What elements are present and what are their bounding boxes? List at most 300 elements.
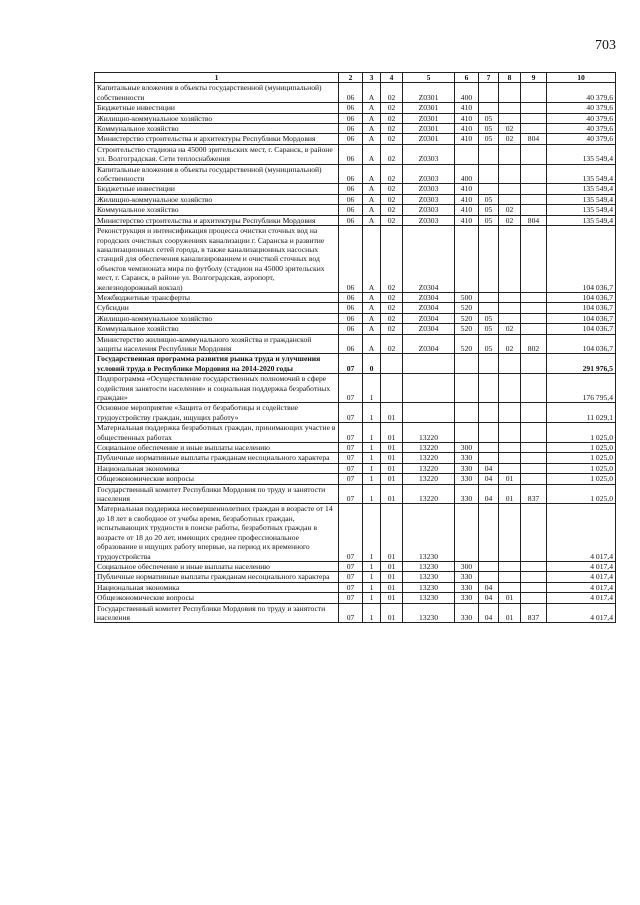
row-code-expense-type: 330 <box>455 572 479 582</box>
row-code-program: 06 <box>339 194 363 204</box>
table-row <box>95 582 616 592</box>
row-code-subsection <box>499 354 521 374</box>
table-row <box>95 205 616 215</box>
row-name: Публичные нормативные выплаты гражданам несоциального характера <box>95 453 339 463</box>
row-code-subprogram: А <box>363 226 381 293</box>
row-name: Публичные нормативные выплаты гражданам несоциального характера <box>95 572 339 582</box>
row-code-section: 05 <box>479 134 499 144</box>
row-code-direction: 13220 <box>403 484 455 504</box>
row-code-event: 01 <box>381 582 403 592</box>
row-code-event: 02 <box>381 134 403 144</box>
row-name: Национальная экономика <box>95 582 339 592</box>
row-code-program: 06 <box>339 324 363 334</box>
row-code-section <box>479 572 499 582</box>
row-code-direction: Z0304 <box>403 334 455 354</box>
row-amount: 4 017,4 <box>547 582 616 592</box>
row-code-event: 02 <box>381 184 403 194</box>
row-code-program: 07 <box>339 572 363 582</box>
row-code-section: 05 <box>479 324 499 334</box>
row-code-subprogram: 1 <box>363 593 381 603</box>
row-name: Субсидии <box>95 303 339 313</box>
row-code-event: 01 <box>381 474 403 484</box>
row-code-subprogram: 1 <box>363 561 381 571</box>
row-code-subprogram: А <box>363 113 381 123</box>
row-code-direction: 13220 <box>403 443 455 453</box>
table-row <box>95 453 616 463</box>
row-code-program: 06 <box>339 134 363 144</box>
row-code-program: 07 <box>339 374 363 403</box>
row-code-ministry: 837 <box>521 484 547 504</box>
row-code-ministry <box>521 124 547 134</box>
row-code-direction: Z0303 <box>403 194 455 204</box>
row-code-program: 06 <box>339 164 363 184</box>
row-code-section: 05 <box>479 205 499 215</box>
row-name: Основное мероприятие «Защита от безработицы и содействие трудоустройству граждан, ищущих работу» <box>95 403 339 423</box>
row-name: Министерство строительства и архитектуры Республики Мордовия <box>95 215 339 225</box>
budget-table <box>94 72 616 623</box>
row-code-subprogram: А <box>363 194 381 204</box>
row-code-ministry <box>521 504 547 561</box>
row-code-subprogram: 1 <box>363 582 381 592</box>
row-code-ministry <box>521 463 547 473</box>
row-code-subsection <box>499 582 521 592</box>
row-amount: 135 549,4 <box>547 164 616 184</box>
row-code-event: 02 <box>381 303 403 313</box>
row-code-subsection <box>499 184 521 194</box>
row-code-section: 04 <box>479 603 499 623</box>
row-code-ministry <box>521 354 547 374</box>
row-code-subsection: 02 <box>499 134 521 144</box>
row-code-direction: Z0303 <box>403 215 455 225</box>
row-code-section: 05 <box>479 113 499 123</box>
row-code-subprogram: 1 <box>363 603 381 623</box>
row-name: Государственный комитет Республики Мордовия по труду и занятости населения <box>95 484 339 504</box>
row-code-program: 06 <box>339 83 363 103</box>
row-amount: 135 549,4 <box>547 144 616 164</box>
row-code-subprogram: А <box>363 334 381 354</box>
row-code-subprogram: 0 <box>363 354 381 374</box>
row-code-subprogram: А <box>363 215 381 225</box>
row-code-expense-type <box>455 374 479 403</box>
row-code-subsection <box>499 164 521 184</box>
row-code-expense-type: 520 <box>455 324 479 334</box>
row-code-direction: 13230 <box>403 504 455 561</box>
row-name: Материальная поддержка безработных граждан, принимающих участие в общественных работах <box>95 423 339 443</box>
row-code-ministry <box>521 403 547 423</box>
row-code-event: 02 <box>381 324 403 334</box>
row-code-subsection: 01 <box>499 603 521 623</box>
row-code-event: 02 <box>381 83 403 103</box>
row-code-subprogram: А <box>363 205 381 215</box>
column-header: 8 <box>499 73 521 83</box>
row-code-section <box>479 561 499 571</box>
row-code-subprogram: А <box>363 134 381 144</box>
row-code-direction: Z0303 <box>403 205 455 215</box>
row-name: Социальное обеспечение и иные выплаты населению <box>95 443 339 453</box>
row-code-subprogram: 1 <box>363 453 381 463</box>
page-number: 703 <box>595 38 616 53</box>
row-code-section <box>479 423 499 443</box>
row-amount: 40 379,6 <box>547 134 616 144</box>
row-code-subprogram: А <box>363 303 381 313</box>
row-code-subprogram: А <box>363 164 381 184</box>
row-name: Жилищно-коммунальное хозяйство <box>95 194 339 204</box>
row-amount: 1 025,0 <box>547 463 616 473</box>
row-amount: 104 036,7 <box>547 324 616 334</box>
row-amount: 104 036,7 <box>547 313 616 323</box>
row-code-subsection: 01 <box>499 484 521 504</box>
row-code-expense-type: 330 <box>455 582 479 592</box>
row-code-event: 02 <box>381 292 403 302</box>
row-code-event: 01 <box>381 443 403 453</box>
row-code-event: 01 <box>381 463 403 473</box>
row-code-program: 06 <box>339 292 363 302</box>
row-name: Социальное обеспечение и иные выплаты населению <box>95 561 339 571</box>
table-row <box>95 603 616 623</box>
row-code-section: 05 <box>479 313 499 323</box>
row-code-ministry <box>521 205 547 215</box>
row-code-subsection <box>499 113 521 123</box>
row-code-expense-type: 330 <box>455 474 479 484</box>
table-row <box>95 103 616 113</box>
row-code-subsection <box>499 423 521 443</box>
row-code-subsection <box>499 453 521 463</box>
row-code-section: 04 <box>479 582 499 592</box>
row-code-subprogram: 1 <box>363 572 381 582</box>
row-name: Материальная поддержка несовершеннолетних граждан в возрасте от 14 до 18 лет в свободное от учебы время, безработных граждан, испытывающих трудности в поиске работы, безработных граждан в возрасте от 18 до 20 лет, имеющих среднее профессиональное образование и ищущих работу впервые, на период их временного трудоустройства <box>95 504 339 561</box>
row-code-subsection <box>499 103 521 113</box>
row-code-expense-type: 520 <box>455 303 479 313</box>
row-code-subsection: 01 <box>499 474 521 484</box>
row-code-event: 02 <box>381 205 403 215</box>
row-name: Реконструкция и интенсификация процесса очистки сточных вод на городских очистных сооружениях канализации г. Саранска и развитие канализационных сетей города, в также канализационных насосных станций для обеспечения канализированием и очисткой сточных вод объектов чемпионата мира по футболу (стадион на 45000 зрительских мест, г. Саранск, в районе ул. Волгоградская, аэропорт, железнодорожный вокзал) <box>95 226 339 293</box>
table-row <box>95 226 616 293</box>
row-name: Общеэкономические вопросы <box>95 474 339 484</box>
row-code-subprogram: А <box>363 103 381 113</box>
row-code-ministry <box>521 184 547 194</box>
table-row <box>95 313 616 323</box>
column-header: 7 <box>479 73 499 83</box>
row-name: Межбюджетные трансферты <box>95 292 339 302</box>
row-code-subsection <box>499 572 521 582</box>
row-code-event: 02 <box>381 194 403 204</box>
row-code-ministry <box>521 593 547 603</box>
row-amount: 104 036,7 <box>547 303 616 313</box>
row-code-subprogram: А <box>363 313 381 323</box>
row-amount: 40 379,6 <box>547 124 616 134</box>
row-code-program: 06 <box>339 205 363 215</box>
row-code-direction: Z0304 <box>403 324 455 334</box>
row-code-subsection <box>499 403 521 423</box>
row-code-ministry <box>521 194 547 204</box>
row-code-section <box>479 504 499 561</box>
row-code-expense-type: 520 <box>455 334 479 354</box>
row-code-event: 01 <box>381 504 403 561</box>
row-code-subsection <box>499 561 521 571</box>
table-row <box>95 403 616 423</box>
row-code-expense-type: 410 <box>455 134 479 144</box>
row-name: Коммунальное хозяйство <box>95 324 339 334</box>
row-code-direction: 13230 <box>403 582 455 592</box>
row-code-expense-type: 300 <box>455 561 479 571</box>
row-code-program: 07 <box>339 582 363 592</box>
row-code-event: 01 <box>381 423 403 443</box>
row-code-expense-type: 410 <box>455 205 479 215</box>
row-code-ministry <box>521 313 547 323</box>
column-header: 1 <box>95 73 339 83</box>
row-code-ministry <box>521 561 547 571</box>
table-header-row <box>95 73 616 83</box>
row-code-expense-type: 410 <box>455 124 479 134</box>
table-row <box>95 134 616 144</box>
table-row <box>95 334 616 354</box>
row-name: Национальная экономика <box>95 463 339 473</box>
row-code-subsection: 02 <box>499 334 521 354</box>
row-code-expense-type <box>455 354 479 374</box>
row-code-ministry: 804 <box>521 134 547 144</box>
row-code-subprogram: 1 <box>363 504 381 561</box>
row-amount: 4 017,4 <box>547 572 616 582</box>
row-code-subprogram: А <box>363 292 381 302</box>
row-code-expense-type: 410 <box>455 194 479 204</box>
row-code-program: 06 <box>339 313 363 323</box>
table-row <box>95 292 616 302</box>
row-code-subsection: 02 <box>499 124 521 134</box>
row-code-subprogram: 1 <box>363 484 381 504</box>
row-code-program: 07 <box>339 474 363 484</box>
row-code-program: 06 <box>339 334 363 354</box>
row-code-direction: Z0303 <box>403 164 455 184</box>
row-code-program: 07 <box>339 504 363 561</box>
row-code-event: 02 <box>381 113 403 123</box>
row-name: Коммунальное хозяйство <box>95 124 339 134</box>
row-code-event: 02 <box>381 103 403 113</box>
row-code-direction: 13230 <box>403 603 455 623</box>
row-amount: 40 379,6 <box>547 113 616 123</box>
row-code-direction: Z0301 <box>403 134 455 144</box>
row-code-direction: 13230 <box>403 593 455 603</box>
row-code-event: 01 <box>381 603 403 623</box>
row-code-program: 07 <box>339 463 363 473</box>
column-header: 5 <box>403 73 455 83</box>
column-header: 3 <box>363 73 381 83</box>
row-name: Подпрограмма «Осуществление государственных полномочий в сфере содействия занятости населения» и социальная поддержка безработных граждан» <box>95 374 339 403</box>
row-code-section <box>479 303 499 313</box>
row-code-expense-type <box>455 504 479 561</box>
row-amount: 176 795,4 <box>547 374 616 403</box>
row-code-event: 02 <box>381 164 403 184</box>
row-code-subsection <box>499 194 521 204</box>
row-code-subsection <box>499 303 521 313</box>
row-code-event: 01 <box>381 572 403 582</box>
row-amount: 135 549,4 <box>547 194 616 204</box>
column-header: 4 <box>381 73 403 83</box>
table-row <box>95 593 616 603</box>
row-code-expense-type: 520 <box>455 313 479 323</box>
row-code-ministry <box>521 292 547 302</box>
row-code-ministry <box>521 582 547 592</box>
row-amount: 1 025,0 <box>547 453 616 463</box>
row-code-event: 02 <box>381 313 403 323</box>
table-row <box>95 423 616 443</box>
row-code-section: 04 <box>479 463 499 473</box>
row-name: Коммунальное хозяйство <box>95 205 339 215</box>
row-code-expense-type <box>455 403 479 423</box>
row-code-program: 06 <box>339 103 363 113</box>
table-row <box>95 113 616 123</box>
row-amount: 4 017,4 <box>547 504 616 561</box>
row-code-ministry <box>521 303 547 313</box>
row-amount: 104 036,7 <box>547 292 616 302</box>
row-code-section <box>479 453 499 463</box>
row-code-ministry <box>521 83 547 103</box>
row-code-subsection: 02 <box>499 324 521 334</box>
row-code-program: 07 <box>339 423 363 443</box>
row-code-event: 02 <box>381 124 403 134</box>
row-code-subsection <box>499 463 521 473</box>
row-amount: 1 025,0 <box>547 423 616 443</box>
row-code-section <box>479 164 499 184</box>
row-code-subsection <box>499 443 521 453</box>
row-code-section <box>479 103 499 113</box>
row-name: Жилищно-коммунальное хозяйство <box>95 113 339 123</box>
row-code-expense-type <box>455 226 479 293</box>
row-code-expense-type: 400 <box>455 164 479 184</box>
row-code-program: 07 <box>339 403 363 423</box>
row-code-expense-type <box>455 144 479 164</box>
row-name: Бюджетные инвестиции <box>95 184 339 194</box>
row-code-direction: Z0301 <box>403 113 455 123</box>
row-code-program: 07 <box>339 484 363 504</box>
table-row <box>95 484 616 504</box>
row-code-section <box>479 184 499 194</box>
row-code-ministry <box>521 324 547 334</box>
row-name: Министерство жилищно-коммунального хозяйства и гражданской защиты населения Республики Мордовия <box>95 334 339 354</box>
row-name: Капитальные вложения в объекты государственной (муниципальной) собственности <box>95 83 339 103</box>
row-amount: 4 017,4 <box>547 603 616 623</box>
row-code-expense-type: 300 <box>455 443 479 453</box>
row-name: Министерство строительства и архитектуры Республики Мордовия <box>95 134 339 144</box>
row-code-expense-type: 330 <box>455 484 479 504</box>
row-code-direction: 13220 <box>403 463 455 473</box>
column-header: 6 <box>455 73 479 83</box>
row-amount: 1 025,0 <box>547 484 616 504</box>
row-code-ministry <box>521 144 547 164</box>
row-code-program: 07 <box>339 561 363 571</box>
table-row <box>95 144 616 164</box>
row-code-expense-type <box>455 423 479 443</box>
table-row <box>95 215 616 225</box>
row-code-subprogram: 1 <box>363 374 381 403</box>
row-code-section: 05 <box>479 334 499 354</box>
row-code-subprogram: 1 <box>363 403 381 423</box>
row-code-ministry <box>521 572 547 582</box>
row-code-section <box>479 144 499 164</box>
table-row <box>95 504 616 561</box>
table-row <box>95 184 616 194</box>
row-code-subprogram: 1 <box>363 463 381 473</box>
table-row <box>95 374 616 403</box>
row-code-program: 07 <box>339 453 363 463</box>
table-row <box>95 164 616 184</box>
row-code-event <box>381 354 403 374</box>
row-code-event: 01 <box>381 403 403 423</box>
row-code-ministry: 804 <box>521 215 547 225</box>
row-code-program: 06 <box>339 184 363 194</box>
row-code-direction: 13220 <box>403 474 455 484</box>
row-code-subsection <box>499 292 521 302</box>
row-code-event: 01 <box>381 453 403 463</box>
row-code-section: 04 <box>479 593 499 603</box>
row-code-subprogram: 1 <box>363 423 381 443</box>
row-code-direction: 13220 <box>403 423 455 443</box>
row-amount: 135 549,4 <box>547 184 616 194</box>
table-row <box>95 324 616 334</box>
row-code-subsection <box>499 313 521 323</box>
row-code-expense-type: 410 <box>455 184 479 194</box>
row-code-ministry <box>521 474 547 484</box>
row-code-expense-type: 330 <box>455 603 479 623</box>
row-code-direction: Z0304 <box>403 226 455 293</box>
table-row <box>95 463 616 473</box>
column-header: 9 <box>521 73 547 83</box>
row-code-expense-type: 330 <box>455 593 479 603</box>
row-name: Капитальные вложения в объекты государственной (муниципальной) собственности <box>95 164 339 184</box>
row-amount: 1 025,0 <box>547 443 616 453</box>
table-row <box>95 474 616 484</box>
table-row <box>95 354 616 374</box>
row-name: Жилищно-коммунальное хозяйство <box>95 313 339 323</box>
row-code-direction <box>403 354 455 374</box>
row-amount: 40 379,6 <box>547 83 616 103</box>
row-code-event: 02 <box>381 226 403 293</box>
row-code-expense-type: 410 <box>455 113 479 123</box>
row-amount: 135 549,4 <box>547 205 616 215</box>
row-code-event: 02 <box>381 334 403 354</box>
table-body <box>95 83 616 623</box>
row-code-section <box>479 403 499 423</box>
row-code-expense-type: 410 <box>455 103 479 113</box>
row-amount: 104 036,7 <box>547 226 616 293</box>
row-name: Государственная программа развития рынка труда и улучшения условий труда в Республике Мордовия на 2014-2020 годы <box>95 354 339 374</box>
table-row <box>95 124 616 134</box>
row-code-section: 04 <box>479 474 499 484</box>
row-code-subsection <box>499 504 521 561</box>
row-code-event: 01 <box>381 484 403 504</box>
row-code-expense-type: 330 <box>455 453 479 463</box>
row-code-direction: 13220 <box>403 453 455 463</box>
row-code-subprogram: А <box>363 144 381 164</box>
row-code-subsection <box>499 226 521 293</box>
row-code-program: 06 <box>339 124 363 134</box>
row-code-subsection: 02 <box>499 205 521 215</box>
row-code-subprogram: 1 <box>363 474 381 484</box>
table-row <box>95 83 616 103</box>
row-code-ministry <box>521 374 547 403</box>
row-code-section <box>479 354 499 374</box>
row-code-ministry <box>521 113 547 123</box>
row-name: Государственный комитет Республики Мордовия по труду и занятости населения <box>95 603 339 623</box>
row-code-subprogram: А <box>363 324 381 334</box>
row-code-direction: Z0304 <box>403 303 455 313</box>
row-code-event: 01 <box>381 561 403 571</box>
row-code-section <box>479 226 499 293</box>
table-row <box>95 303 616 313</box>
row-code-program: 06 <box>339 113 363 123</box>
row-code-direction: 13230 <box>403 572 455 582</box>
row-code-ministry: 802 <box>521 334 547 354</box>
row-code-event: 01 <box>381 593 403 603</box>
